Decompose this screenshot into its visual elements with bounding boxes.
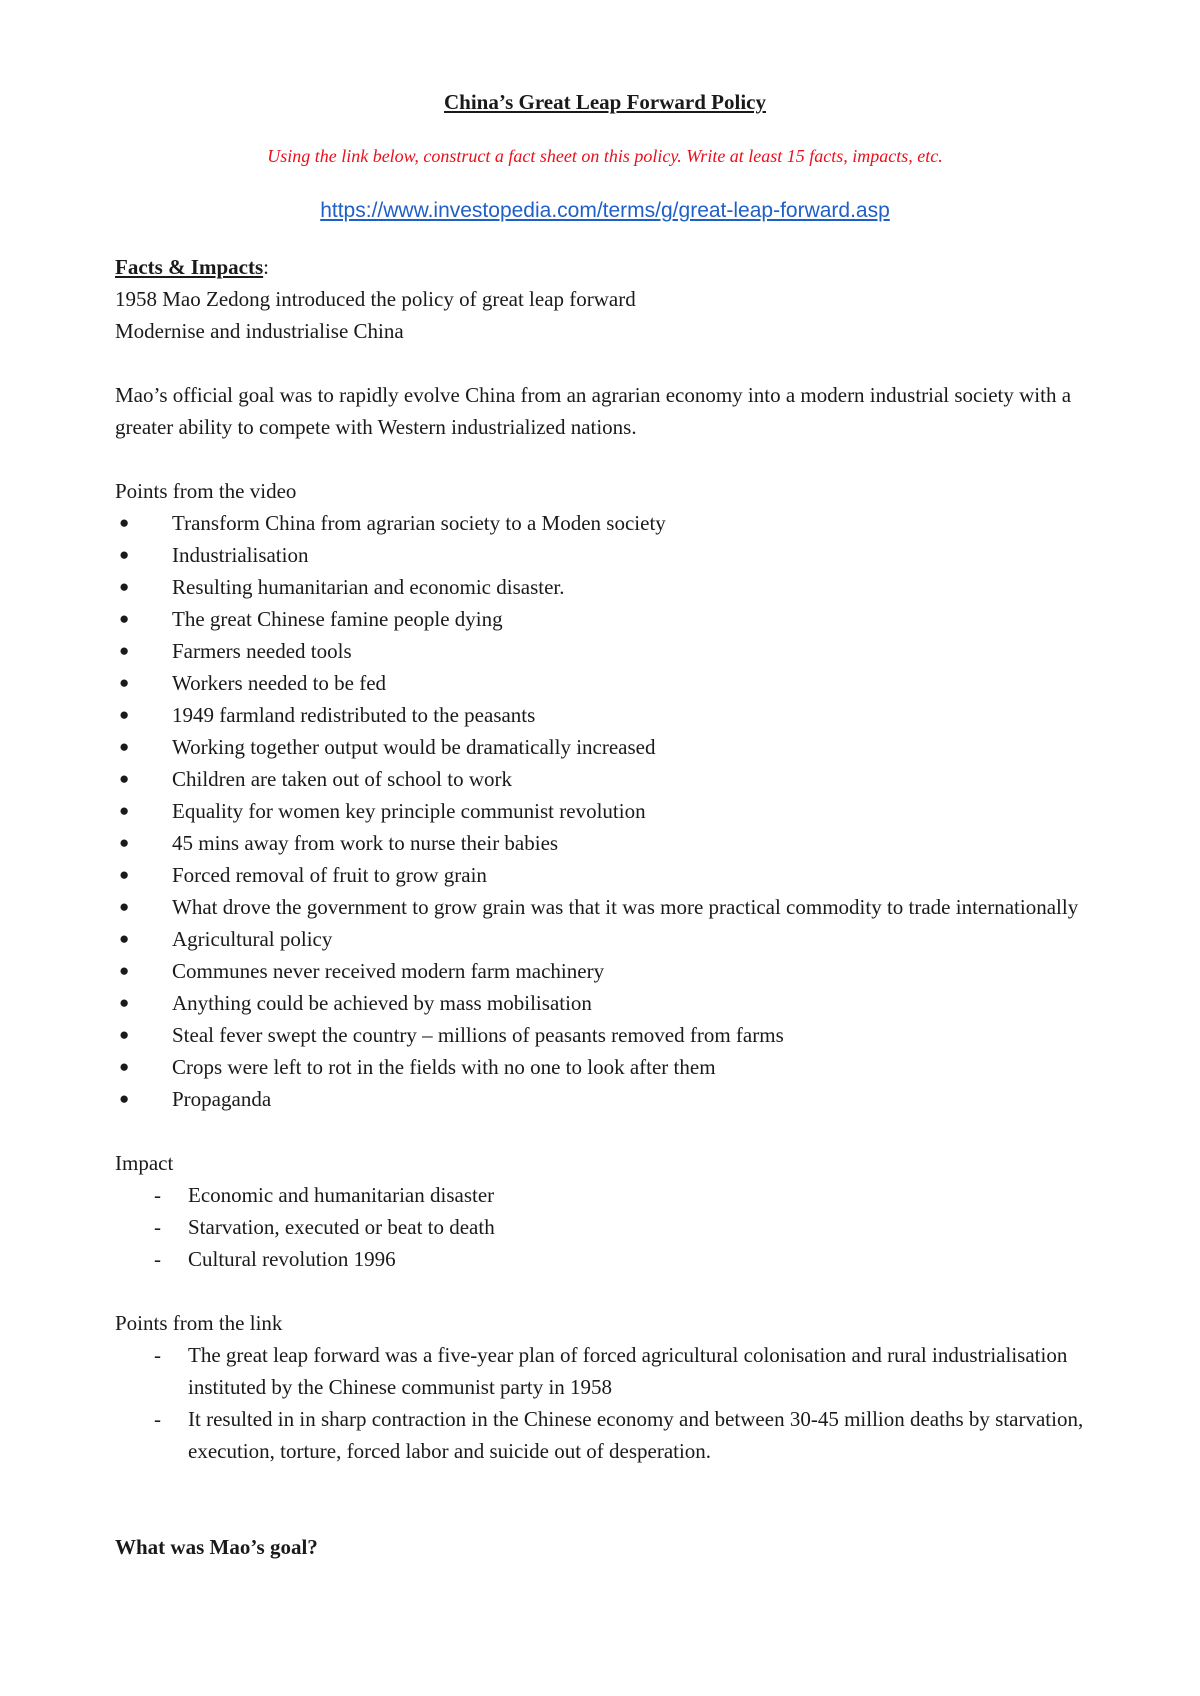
bullet-icon: ● [119,737,130,756]
video-point [115,1083,1095,1115]
video-point-text: Crops were left to rot in the fields with no one to look after them [172,1055,716,1079]
video-point [115,667,1095,699]
video-points-heading: Points from the video [115,479,297,503]
video-point-text: Communes never received modern farm machinery [172,959,605,983]
video-point-text: Steal fever swept the country – millions of peasants removed from farms [172,1023,784,1047]
video-point-text: Anything could be achieved by mass mobilisation [172,991,592,1015]
dash-marker: - [154,1183,161,1207]
impact-list [115,1179,1095,1275]
impact-point [115,1179,1095,1211]
link-point-text: The great leap forward was a five-year plan of forced agricultural colonisation and rural industrialisation instituted by the Chinese communist party in 1958 [188,1343,1068,1399]
fact-line: Modernise and industrialise China [115,319,404,343]
impact-point [115,1243,1095,1275]
video-point-text: Equality for women key principle communist revolution [172,799,646,823]
instruction-text: Using the link below, construct a fact sheet on this policy. Write at least 15 facts, impacts, etc. [267,146,943,166]
bullet-icon: ● [119,961,130,980]
video-point-text: Farmers needed tools [172,639,352,663]
video-point [115,987,1095,1019]
video-point [115,827,1095,859]
video-point [115,731,1095,763]
fact-line: 1958 Mao Zedong introduced the policy of great leap forward [115,287,636,311]
video-point [115,635,1095,667]
video-point-text: Workers needed to be fed [172,671,387,695]
document-page [115,86,1095,1584]
video-point [115,539,1095,571]
bullet-icon: ● [119,929,130,948]
impact-point [115,1211,1095,1243]
bullet-icon: ● [119,545,130,564]
bullet-icon: ● [119,993,130,1012]
bullet-icon: ● [119,609,130,628]
video-point-text: The great Chinese famine people dying [172,607,503,631]
video-point-text: 1949 farmland redistributed to the peasants [172,703,536,727]
source-link[interactable]: https://www.investopedia.com/terms/g/great-leap-forward.asp [320,199,890,222]
video-point-text: 45 mins away from work to nurse their babies [172,831,559,855]
video-point-text: Propaganda [172,1087,272,1111]
video-point-text: Children are taken out of school to work [172,767,512,791]
impact-point-text: Cultural revolution 1996 [188,1247,396,1271]
video-point [115,1019,1095,1051]
question-heading: What was Mao’s goal? [115,1535,318,1559]
video-point [115,763,1095,795]
bullet-icon: ● [119,641,130,660]
video-point-text: Working together output would be dramatically increased [172,735,656,759]
video-point-text: Forced removal of fruit to grow grain [172,863,487,887]
facts-heading-label: Facts & Impacts [115,255,264,279]
link-point [115,1339,1095,1403]
video-point-text: What drove the government to grow grain was that it was more practical commodity to trade internationally [172,895,1079,919]
bullet-icon: ● [119,897,130,916]
link-points-list [115,1339,1095,1467]
video-point [115,795,1095,827]
bullet-icon: ● [119,705,130,724]
video-point [115,571,1095,603]
video-point [115,507,1095,539]
video-point-text: Agricultural policy [172,927,333,951]
video-point [115,955,1095,987]
dash-marker: - [154,1407,161,1431]
document-title: China’s Great Leap Forward Policy [444,90,766,114]
bullet-icon: ● [119,833,130,852]
bullet-icon: ● [119,1025,130,1044]
link-point [115,1403,1095,1467]
source-link-line [115,194,1095,227]
bullet-icon: ● [119,1089,130,1108]
bullet-icon: ● [119,769,130,788]
video-point-text: Resulting humanitarian and economic disaster. [172,575,565,599]
bullet-icon: ● [119,673,130,692]
video-point [115,923,1095,955]
dash-marker: - [154,1247,161,1271]
link-points-heading: Points from the link [115,1311,283,1335]
dash-marker: - [154,1343,161,1367]
goal-paragraph: Mao’s official goal was to rapidly evolve China from an agrarian economy into a modern industrial society with a greater ability to compete with Western industrialized nations. [115,383,1072,439]
impact-point-text: Starvation, executed or beat to death [188,1215,495,1239]
video-points-list [115,507,1095,1115]
facts-heading-colon: : [263,255,269,279]
impact-heading: Impact [115,1151,174,1175]
facts-heading [115,251,1095,283]
bullet-icon: ● [119,577,130,596]
video-point-text: Transform China from agrarian society to a Moden society [172,511,666,535]
video-point [115,1051,1095,1083]
bullet-icon: ● [119,513,130,532]
video-point [115,859,1095,891]
video-point [115,603,1095,635]
bullet-icon: ● [119,801,130,820]
bullet-icon: ● [119,865,130,884]
impact-point-text: Economic and humanitarian disaster [188,1183,495,1207]
link-point-text: It resulted in in sharp contraction in the Chinese economy and between 30-45 million deaths by starvation, execution, torture, forced labor and suicide out of desperation. [188,1407,1084,1463]
bullet-icon: ● [119,1057,130,1076]
video-point [115,699,1095,731]
video-point-text: Industrialisation [172,543,309,567]
video-point [115,891,1095,923]
dash-marker: - [154,1215,161,1239]
